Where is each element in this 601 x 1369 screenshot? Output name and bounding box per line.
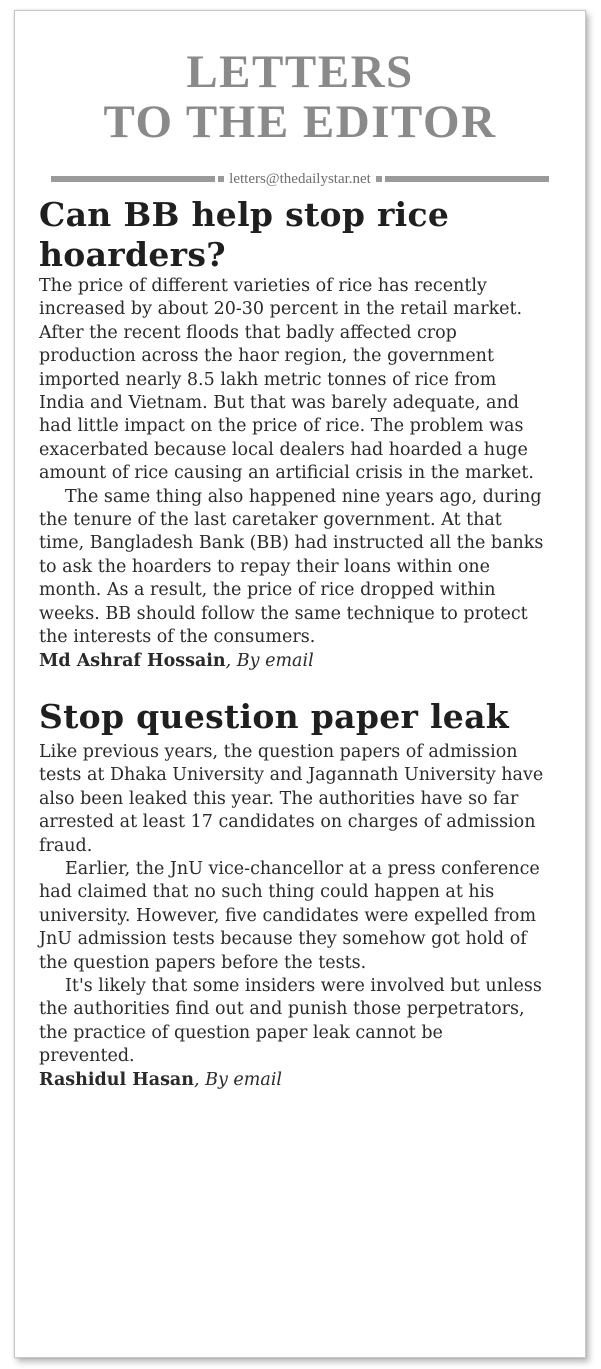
rule-square-right [376, 176, 382, 182]
masthead-line1: LETTERS [186, 46, 414, 98]
letter-paragraph: The same thing also happened nine years ago, during the tenure of the last caretaker government. At that time, Bangladesh Bank (BB) had instructed all the banks to ask the hoarders to repay their loans within one month. As a result, the price of rice dropped within weeks. BB should follow the same technique to protect the interests of the consumers. [39, 486, 544, 648]
author-name: Md Ashraf Hossain [39, 650, 226, 671]
letter-paragraph: It's likely that some insiders were involved but unless the authorities find out and punish those perpetrators, the practice of question paper leak cannot be prevented. [39, 975, 542, 1067]
editor-email[interactable]: letters@thedailystar.net [229, 170, 371, 187]
letter-title [39, 195, 544, 275]
letter-paragraph: The price of different varieties of rice has recently increased by about 20-30 percent in the retail market. After the recent floods that badly affected crop production across the haor region, the government imported nearly 8.5 lakh metric tonnes of rice from India and Vietnam. But that was barely adequate, and had little impact on the price of rice. The problem was exacerbated because local dealers had hoarded a huge amount of rice causing an artificial crisis in the market. [39, 276, 534, 484]
rule-left [51, 176, 215, 182]
masthead [15, 47, 585, 147]
letter [39, 697, 544, 1092]
letter-signature [39, 1069, 544, 1092]
author-via: , By email [225, 650, 314, 671]
email-rule [51, 171, 549, 187]
letter-title-line1: Can BB help stop rice [39, 195, 450, 234]
letter-title-line2: hoarders? [39, 235, 226, 274]
letter-paragraph: Like previous years, the question papers of admission tests at Dhaka University and Jagannath University have also been leaked this year. The authorities have so far arrested at least 17 candidates on charges of admission fraud. [39, 741, 544, 856]
letter [39, 195, 544, 673]
author-name: Rashidul Hasan [39, 1069, 194, 1090]
masthead-line2: TO THE EDITOR [103, 96, 497, 148]
letter-title: Stop question paper leak [39, 696, 509, 736]
author-via: , By email [194, 1069, 283, 1090]
newspaper-column [14, 10, 586, 1358]
letters-content [39, 195, 544, 1092]
letter-signature [39, 650, 544, 673]
rule-right [385, 176, 549, 182]
letter-paragraph: Earlier, the JnU vice-chancellor at a press conference had claimed that no such thing could happen at his university. However, five candidates were expelled from JnU admission tests because they somehow got hold of the question papers before the tests. [39, 858, 540, 973]
